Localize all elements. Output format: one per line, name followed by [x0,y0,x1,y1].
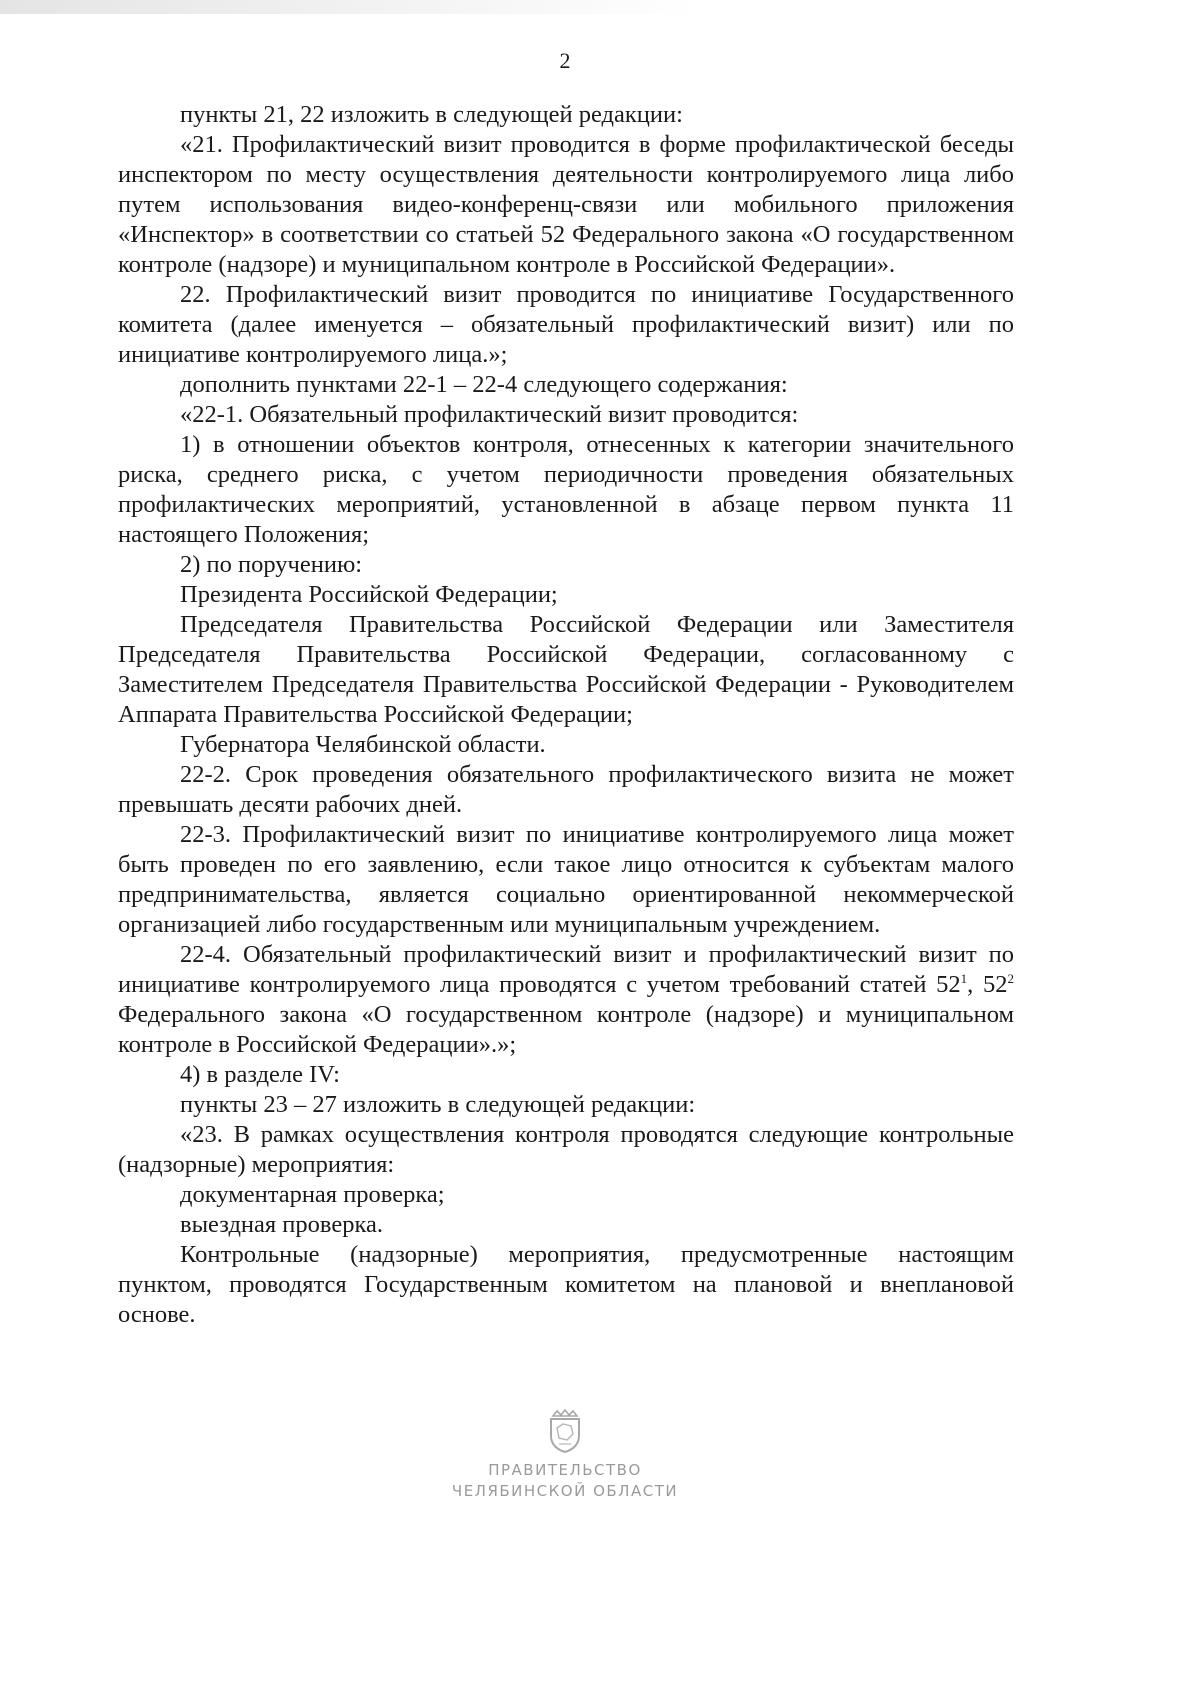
paragraph-14: 4) в разделе IV: [180,1061,340,1088]
seal-line-2: ЧЕЛЯБИНСКОЙ ОБЛАСТИ [451,1482,679,1500]
document-body [118,100,1014,1330]
coat-of-arms-icon [545,1408,585,1454]
paragraph-17: документарная проверка; [180,1181,445,1208]
paragraph-19: Контрольные (надзорные) мероприятия, предусмотренные настоящим пунктом, проводятся Государственным комитетом на плановой и внеплановой основе. [118,1241,1014,1328]
paragraph-13-part3: Федерального закона «О государственном контроле (надзоре) и муниципальном контроле в Российской Федерации».»; [118,1001,1014,1058]
paragraph-13 [118,940,1014,1060]
paragraph-4: дополнить пунктами 22-1 – 22-4 следующего содержания: [180,371,788,398]
paragraph-16: «23. В рамках осуществления контроля проводятся следующие контрольные (надзорные) мероприятия: [118,1121,1014,1178]
government-seal [0,1408,1130,1502]
paragraph-9: Председателя Правительства Российской Федерации или Заместителя Председателя Правительства Российской Федерации, согласованному с Заместителем Председателя Правительства Российской Федерации - Руководителем Аппарата Правительства Российской Федерации; [118,611,1014,728]
seal-line-1: ПРАВИТЕЛЬСТВО [488,1461,642,1479]
paragraph-12: 22-3. Профилактический визит по инициативе контролируемого лица может быть проведен по его заявлению, если такое лицо относится к субъектам малого предпринимательства, является социально ориентированной некоммерческой организацией либо государственным или муниципальным учреждением. [118,821,1014,938]
paragraph-15: пункты 23 – 27 изложить в следующей редакции: [180,1091,696,1118]
paragraph-6: 1) в отношении объектов контроля, отнесенных к категории значительного риска, среднего риска, с учетом периодичности проведения обязательных профилактических мероприятий, установленной в абзаце первом пункта 11 настоящего Положения; [118,431,1014,548]
paragraph-3: 22. Профилактический визит проводится по инициативе Государственного комитета (далее именуется – обязательный профилактический визит) или по инициативе контролируемого лица.»; [118,281,1014,368]
scan-edge-artifact [0,0,700,14]
paragraph-13-part1: 22-4. Обязательный профилактический визит и профилактический визит по инициативе контролируемого лица проводятся с учетом требований статей 52 [118,941,1014,998]
paragraph-10: Губернатора Челябинской области. [180,731,546,758]
superscript-1: 1 [960,971,968,986]
paragraph-5: «22-1. Обязательный профилактический визит проводится: [180,401,799,428]
paragraph-2: «21. Профилактический визит проводится в форме профилактической беседы инспектором по месту осуществления деятельности контролируемого лица либо путем использования видео-конференц-связи или мобильного приложения «Инспектор» в соответствии со статьей 52 Федерального закона «О государственном контроле (надзоре) и муниципальном контроле в Российской Федерации». [118,131,1014,278]
paragraph-7: 2) по поручению: [180,551,363,578]
superscript-2: 2 [1007,971,1015,986]
paragraph-18: выездная проверка. [180,1211,383,1238]
paragraph-1: пункты 21, 22 изложить в следующей редакции: [180,101,683,128]
paragraph-8: Президента Российской Федерации; [180,581,558,608]
page-number: 2 [559,48,571,73]
paragraph-11: 22-2. Срок проведения обязательного профилактического визита не может превышать десяти рабочих дней. [118,761,1014,818]
paragraph-13-part2: , 52 [967,971,1008,998]
